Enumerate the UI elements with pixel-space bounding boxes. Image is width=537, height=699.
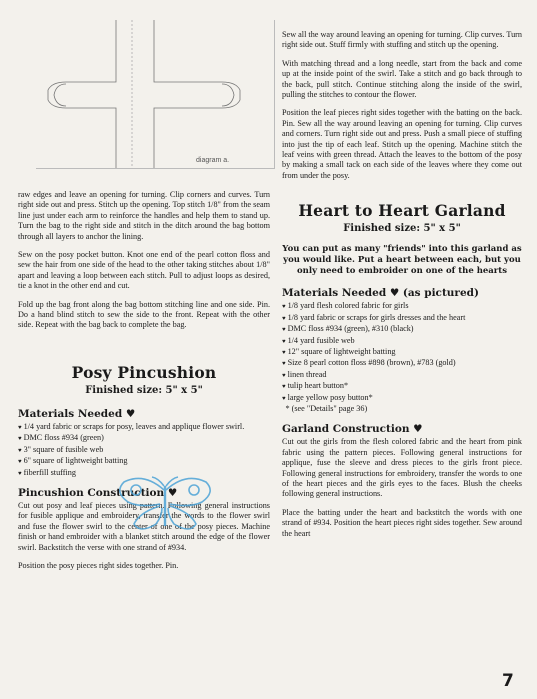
right-paragraph-1: Sew all the way around leaving an opening for turning. Clip curves. Turn right side out. Stuff firmly with stuffing and stitch up the opening. xyxy=(282,30,522,50)
left-paragraph-1: raw edges and leave an opening for turning. Clip corners and curves. Turn right side out and press. Stitch up the opening. Top stitch 1/8" from the seam line just under each arm to reinforce the handles and help them to stand up. Turn the bag to the right side and stitch in the ditch around the bag bottom through all layers to anchor the lining. xyxy=(18,190,270,241)
pincushion-construction-paragraph-2: Position the posy pieces right sides together. Pin. xyxy=(18,560,179,570)
list-item: ♥ 1/8 yard flesh colored fabric for girls xyxy=(282,301,409,311)
list-item: ♥ 1/8 yard fabric or scraps for girls dresses and the heart xyxy=(282,312,466,322)
list-item: ♥ DMC floss #934 (green), #310 (black) xyxy=(282,324,414,334)
posy-finished-size: Finished size: 5" x 5" xyxy=(85,384,203,396)
list-item: ♥ 1/4 yard fusible web xyxy=(282,335,355,345)
list-item: ♥ large yellow posy button* xyxy=(282,392,373,402)
right-paragraph-2: With matching thread and a long needle, start from the back and come up at the inside point of the swirl. Take a stitch and go back through to the back, pull stitch. Continue stitching along the inside of the swirl, pulling the stitches to contour the flower. xyxy=(282,58,522,100)
garland-intro: You can put as many "friends" into this garland as you would like. Put a heart between each, but you only need to embroider on one of the hearts xyxy=(282,244,522,277)
garland-materials-heading: Materials Needed ♥ (as pictured) xyxy=(282,287,479,300)
list-item: ♥ tulip heart button* xyxy=(282,381,349,391)
right-column xyxy=(282,30,522,547)
list-item: ♥ 1/4 yard fabric or scraps for posy, leaves and applique flower swirl. xyxy=(18,421,245,431)
page-number: 7 xyxy=(502,671,514,691)
bag-diagram-drawing xyxy=(36,20,274,168)
pincushion-construction-paragraph-1: Cut out posy and leaf pieces using pattern. Following general instructions for fusible applique and embroidery, transfer the words to the flower swirl and fuse the flower swirl to the center of one of the posy pieces. Machine finish or hand embroider with a blanket stitch around the edge of the flower swirl. Backstitch the verse with one strand of #934. xyxy=(18,500,270,552)
list-item: ♥ 3" square of fusible web xyxy=(18,444,104,454)
posy-materials-heading: Materials Needed ♥ xyxy=(18,407,136,420)
posy-materials-list xyxy=(18,422,270,479)
diagram-a xyxy=(36,20,275,169)
garland-materials-list xyxy=(282,301,522,415)
list-item: ♥ linen thread xyxy=(282,369,327,379)
list-item: ♥ 12" square of lightweight batting xyxy=(282,346,396,356)
pincushion-construction-heading: Pincushion Construction ♥ xyxy=(18,486,178,499)
list-item: * (see "Details" page 36) xyxy=(285,403,368,413)
left-paragraph-3: Fold up the bag front along the bag bottom stitching line and one side. Pin. Do a hand blind stitch to sew the side to the front. Repeat with the other side. Repeat with the bag back to complete the bag. xyxy=(18,299,270,330)
garland-construction-paragraph-1: Cut out the girls from the flesh colored fabric and the heart from pink fabric using the pattern pieces. Following general instructions for applique, fuse the sleeve and dress pieces to the girls front piece. Following general instructions for embroidery, transfer the words to one of the heart pieces and the girls eyes to the faces. Blush the cheeks following general instructions. xyxy=(282,437,522,499)
list-item: ♥ 6" square of lightweight batting xyxy=(18,456,128,466)
garland-finished-size: Finished size: 5" x 5" xyxy=(343,223,461,235)
list-item: ♥ fiberfill stuffing xyxy=(18,467,76,477)
garland-construction-heading: Garland Construction ♥ xyxy=(282,423,423,436)
diagram-caption: diagram a. xyxy=(196,157,230,164)
left-paragraph-2: Sew on the posy pocket button. Knot one end of the pearl cotton floss and sew the hair from one side of the head to the other taking stitches about 1/8" apart and leaving a loop between each stitch. Pull to adjust loops as desired, tie a knot in the other end and cut. xyxy=(18,250,270,291)
butterfly-icon xyxy=(110,476,220,538)
garland-title: Heart to Heart Garland xyxy=(298,201,506,221)
list-item: ♥ DMC floss #934 (green) xyxy=(18,433,104,443)
garland-construction-paragraph-2: Place the batting under the heart and backstitch the words with one strand of #934. Position the heart pieces right sides together. Sew around the heart xyxy=(282,507,522,538)
posy-pincushion-title: Posy Pincushion xyxy=(71,362,217,382)
list-item: ♥ Size 8 pearl cotton floss #898 (brown), #783 (gold) xyxy=(282,358,456,368)
right-paragraph-3: Position the leaf pieces right sides together with the batting on the back. Pin. Sew all the way around leaving an opening for turning. Clip curves and corners. Turn right side out and press. Push a small piece of stuffing into just the tip of each leaf. Stitch up the opening. Machine stitch the leaf veins with green thread. Attach the leaves to the bottom of the posy by making a small tack on each side of the leaves where they come out from under the posy. xyxy=(282,108,522,180)
